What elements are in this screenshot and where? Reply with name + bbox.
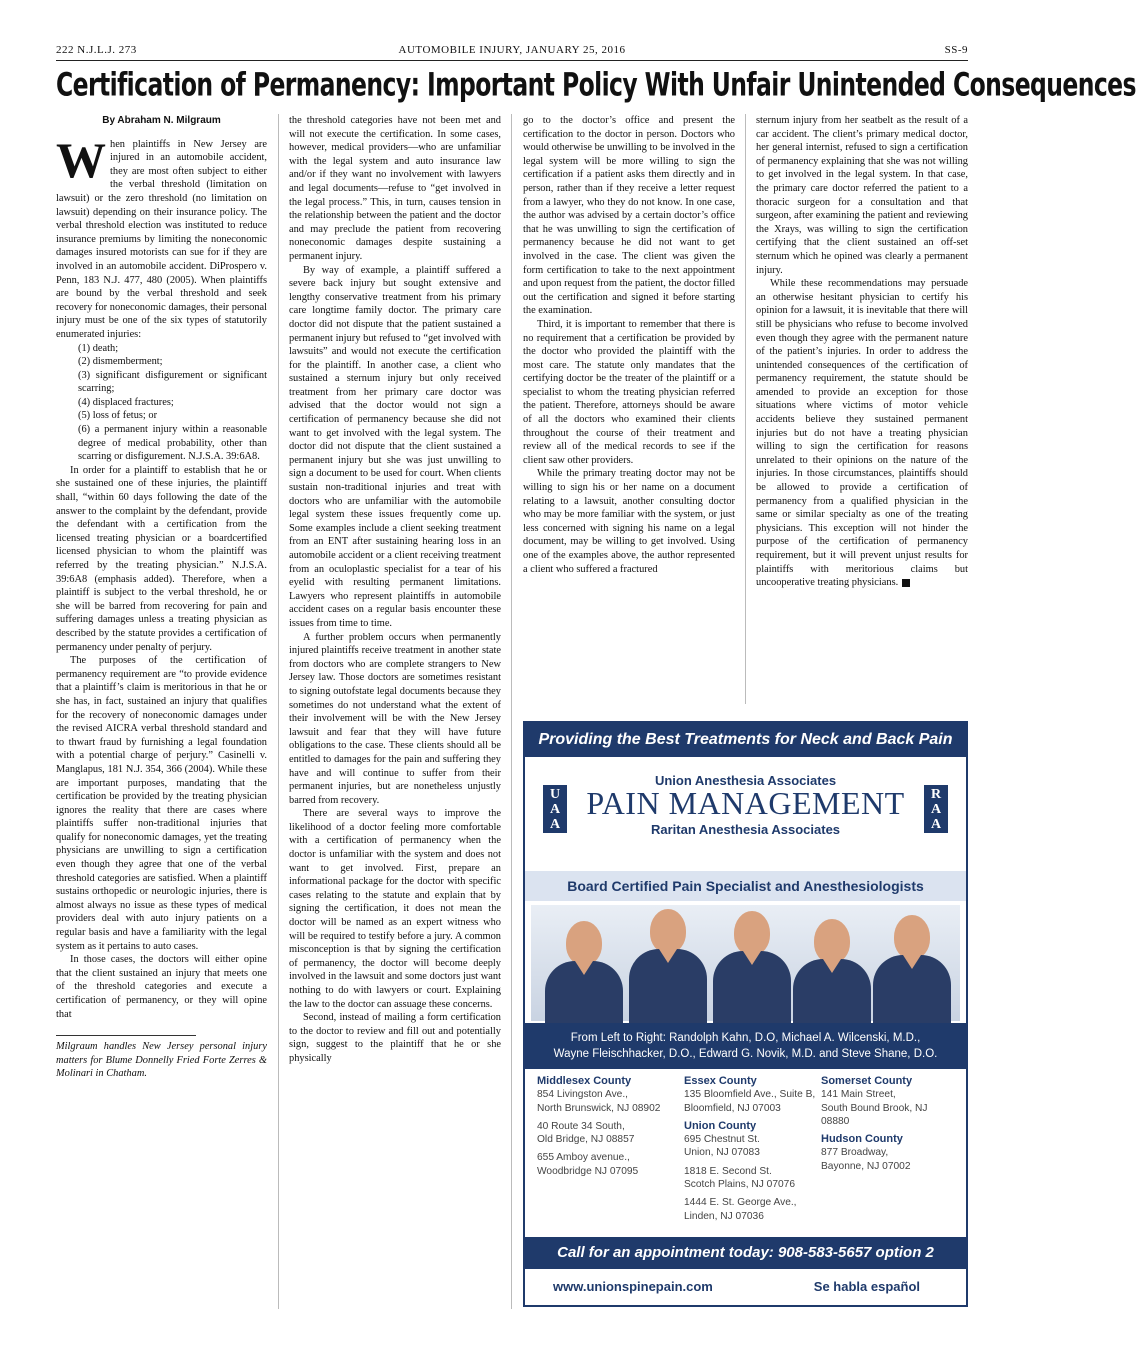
list-item: (5) loss of fetus; or (78, 410, 158, 422)
ad-tagline: Providing the Best Treatments for Neck and Back Pain (525, 723, 966, 757)
logo-bottom-text: Raritan Anesthesia Associates (650, 822, 841, 837)
address: 1444 E. St. George Ave., Linden, NJ 07036 (684, 1197, 797, 1222)
list-item: (1) death; (78, 342, 119, 354)
county-name: Union County (684, 1119, 757, 1132)
address: 695 Chestnut St. Union, NJ 07083 (684, 1134, 760, 1159)
article-headline: Certification of Permanency: Important Policy With Unfair Unintended Consequences (56, 66, 1136, 104)
list-item: (3) significant disfigurement or significant scarring; (78, 369, 267, 395)
county-name: Somerset County (821, 1075, 913, 1087)
county-name: Essex County (684, 1075, 757, 1087)
logo-top-text: Union Anesthesia Associates (654, 773, 837, 788)
section-title: AUTOMOBILE INJURY, JANUARY 25, 2016 (398, 44, 626, 56)
page-header (56, 44, 968, 58)
advertisement (523, 721, 968, 1307)
address: 40 Route 34 South, Old Bridge, NJ 08857 (537, 1120, 635, 1146)
address: 1818 E. Second St. Scotch Plains, NJ 07076 (684, 1165, 795, 1191)
monogram-right (924, 785, 948, 833)
doctors-photo (531, 905, 960, 1021)
paragraph: In those cases, the doctors will either opine that the client sustained an injury that meets one of the threshold categories and execute a certification of permanency, or they will opine that (56, 954, 267, 1020)
bio-rule (56, 1035, 196, 1036)
list-item: (4) displaced fractures; (78, 396, 174, 408)
logo-main-text: PAIN MANAGEMENT (586, 785, 905, 821)
address: 141 Main Street, South Bound Brook, NJ 08880 (821, 1089, 928, 1127)
caption-line: From Left to Right: Randolph Kahn, D.O, Michael A. Wilcenski, M.D., (570, 1032, 921, 1044)
doctor-figure (713, 911, 791, 1021)
address: 854 Livingston Ave., North Brunswick, NJ 08902 (537, 1089, 661, 1114)
paragraph: the threshold categories have not been met and will not execute the certification. In some cases, however, medical providers—who are unfamiliar with the legal system and auto insurance law and/or if they want no involvement with lawyers and legal documents—refuse to “get involved in the legal process.” This, in turn, causes tension in the relationship between the patient and the doctor and may preclude the patient from recovering noneconomic damages despite sustaining a permanent injury. (289, 115, 501, 262)
paragraph: Second, instead of mailing a form certification to the doctor to review and fill out and potentially sign, suggest to the plaintiff that he or she physically (289, 1012, 501, 1064)
county-name: Hudson County (821, 1133, 903, 1146)
page-number: SS-9 (944, 44, 968, 56)
column-divider (745, 114, 746, 704)
location-column (537, 1075, 660, 1183)
location-column (821, 1075, 958, 1178)
paragraph: A further problem occurs when permanently injured plaintiffs receive treatment in another state from doctors who are complete strangers to New Jersey law. Those doctors are sometimes resistant to signing outofstate legal documents because they sometimes do not understand what the extent of their involvement will be with the New Jersey lawsuit and fear that they will have future obligations to the case. These clients should all be entitled to damages for the pain and suffering they have and will continue to suffer from their permanent injuries, but are nonetheless unjustly barred from recovery. (289, 631, 501, 806)
paragraph: There are several ways to improve the likelihood of a doctor feeling more comfortable with a certification of permanency when the doctor is unfamiliar with the system and does not want to get involved. First, prepare an informational package for the doctor with specific cases relating to the statute and explain that by signing the certification, it does not mean the doctor will be named as an expert witness who will be required to testify before a jury. A common misconception is that by signing the certification of permanency, the doctor will become deeply involved in the lawsuit and some doctors just want nothing to do with lawyers or court. Explaining the law to the doctor can assuage these concerns. (289, 808, 501, 1010)
monogram-letter: A (549, 817, 561, 832)
paragraph (756, 277, 968, 590)
monogram-letter: A (930, 802, 942, 817)
column-4 (756, 114, 968, 714)
website-link[interactable]: www.unionspinepain.com (553, 1279, 713, 1294)
paragraph: go to the doctor’s office and present the certification to the doctor in person. Doctors who would otherwise be unwilling to be involved in the legal system will be more willing to sign the certification if a patient asks them directly and in person, rather than if they receive a letter request from a lawyer, who they do not know. In one case, the author was advised by a certain doctor’s office that he was unwilling to sign the certification of permanency because he did not want to get involved in the case. The client was given the form certification to take to the next appointment and upon request from the patient, the doctor filled out the certification and signed it before starting the examination. (523, 115, 735, 317)
paragraph-text: While these recommendations may persuade an otherwise hesitant physician to certify his opinion for a lawsuit, it is inevitable that there will still be physicians who refuse to become involved even though they agree with the permanent nature of the patient’s injuries. In order to address the unintended consequences of the certification of permanency requirement, the statute should be amended to provide an exception for those situations where victims of motor vehicle accidents believe they sustained permanent injuries but do not have a treating physician willing to sign the certification for reasons unrelated to their opinions on the nature of the injuries. In those circumstances, plaintiffs should be allowed to provide a certification of permanency from a qualified physician in the same or similar specialty as one of the treating physicians. This exception will not hinder the purpose of the certification of permanency requirement, but it will prevent unjust results for plaintiffs with meritorious claims but uncooperative treating physicians. (756, 278, 968, 589)
paragraph: In order for a plaintiff to establish that he or she sustained one of these injuries, the plaintiff shall, “within 60 days following the date of the answer to the complaint by the defendant, provide the defendant with a certification from the licensed treating physician or a boardcertified licensed physician to whom the plaintiff was referred by the treating physician.” N.J.S.A. 39:6A8 (emphasis added). Therefore, when a plaintiff is subject to the verbal threshold, he or she will be barred from recovering for pain and suffering damages unless a treating physician as described by the statute provides a certification of permanency under penalty of perjury. (56, 464, 267, 653)
paragraph: The purposes of the certification of permanency requirement are “to provide evidence that a plaintiff’s claim is meritorious in that he or she has, in fact, sustained an injury that qualifies for the recovery of noneconomic damages under the revised AICRA verbal threshold standard and to thwart fraud by furnishing a legal foundation with a potential charge of perjury.” Casinelli v. Manglapus, 181 N.J. 354, 366 (2004). While these are important purposes, mandating that the certification be provided by the treating physician ignores the reality that there are cases where plaintiffs suffer non-traditional injuries that qualify for noneconomic damages, yet the treating physicians are unwilling to sign a certification even though they agree that one of the verbal threshold categories are satisfied. When a plaintiff sustains orthopedic or neurologic injuries, there is almost always no issue as these types of medical providers deal with auto injury patients on a regular basis and have a familiarity with the legal system as it pertains to auto cases. (56, 655, 267, 952)
paragraph: hen plaintiffs in New Jersey are injured in an automobile accident, they are most often subject to either the verbal threshold (limitation on lawsuit) or the zero threshold (no limitation on lawsuit) depending on their insurance policy. The verbal threshold election was instituted to reduce insurance premiums by limiting the noneconomic damages insured motorists can sue for if they are involved in an automobile accident. DiProspero v. Penn, 183 N.J. 477, 480 (2005). When plaintiffs are bound by the verbal threshold and seek recovery for noneconomic damages, their personal injury must be one of the six types of statutorily enumerated injuries: (56, 138, 267, 340)
end-mark-icon (902, 579, 910, 587)
spanish-note: Se habla español (813, 1279, 920, 1294)
call-to-action: Call for an appointment today: 908-583-5657 option 2 (525, 1237, 966, 1269)
column-3 (523, 114, 735, 704)
column-divider (278, 114, 279, 1309)
paragraph: While the primary treating doctor may not be willing to sign his or her name on a document relating to a lawsuit, another consulting doctor who may be more familiar with the system, or just less concerned with signing his name on a legal document, may be willing to get involved. Using one of the examples above, the author represented a client who suffered a fractured (523, 468, 735, 575)
header-rule (56, 60, 968, 61)
ad-subtitle: Board Certified Pain Specialist and Anesthesiologists (525, 871, 966, 901)
column-2 (289, 114, 501, 1314)
caption-line: Wayne Fleischhacker, D.O., Edward G. Novik, M.D. and Steve Shane, D.O. (553, 1048, 938, 1060)
doctor-figure (873, 915, 951, 1021)
location-column (684, 1075, 815, 1228)
list-item: (6) a permanent injury within a reasonable degree of medical probability, other than scarring or disfigurement. N.J.S.A. 39:6A8. (78, 424, 267, 463)
paragraph: sternum injury from her seatbelt as the result of a car accident. The client’s primary medical doctor, her general internist, refused to sign a certification of permanency explaining that she was not willing to get involved in the legal system. In that case, the primary care doctor referred the patient to a thoracic surgeon for a consultation and that surgeon, after examining the patient and reviewing the Xrays, was willing to sign the certification certifying that the client sustained an off-set sternum which he opined was clearly a permanent injury. (756, 115, 968, 276)
address: 877 Broadway, Bayonne, NJ 07002 (821, 1147, 911, 1172)
list-item: (2) dismemberment; (78, 356, 163, 368)
author-bio: Milgraum handles New Jersey personal injury matters for Blume Donnelly Fried Forte Zerres & Molinari in Chatham. (56, 1041, 267, 1080)
address: 135 Bloomfield Ave., Suite B, Bloomfield, NJ 07003 (684, 1089, 816, 1114)
monogram-letter: A (549, 802, 561, 817)
doctor-figure (629, 909, 707, 1021)
column-1 (56, 114, 267, 1314)
address: 655 Amboy avenue., Woodbridge NJ 07095 (537, 1152, 639, 1177)
photo-caption (525, 1023, 966, 1069)
monogram-letter: R (930, 787, 942, 802)
paragraph: Third, it is important to remember that there is no requirement that a certification be provided by the doctor who provided the plaintiff with the most care. The statute only mandates that the certifying doctor be the treater of the plaintiff or a specialist to whom the treating physician referred the patient. Therefore, attorneys should be aware of all the doctors who examined their clients throughout the course of their treatment and review all of the medical records to see if the client saw other providers. (523, 318, 735, 466)
monogram-letter: A (930, 817, 942, 832)
monogram-letter: U (549, 787, 561, 802)
citation: 222 N.J.L.J. 273 (56, 44, 137, 56)
paragraph: By way of example, a plaintiff suffered a severe back injury but sought extensive and lengthy conservative treatment from his primary care longtime family doctor. The primary care doctor did not dispute that the patient sustained a permanent injury but refused to “get involved with lawsuits” and would not execute the certification for the plaintiff. In another case, a client who sustained a sternum injury but only received treatment from her primary care doctor was advised that the doctor would not sign a certification of permanency because she did not want to get involved with the legal system. The doctor did not dispute that the client sustained a permanent injury but she was just unwilling to sign a document to be used for court. When clients sustain non-traditional injuries and treat with doctors who are unfamiliar with the automobile legal system these issues frequently come up. Some examples include a client seeking treatment from an ENT after sustaining hearing loss in an automobile accident or a client receiving treatment from an oculoplastic specialist for a tear of his eyelid with resulting permanent limitations. Lawyers who represent plaintiffs in automobile accident cases on a regular basis encounter these issues from time to time. (289, 264, 501, 629)
byline: By Abraham N. Milgraum (102, 115, 221, 126)
drop-cap: W (56, 131, 106, 188)
county-name: Middlesex County (537, 1075, 632, 1087)
doctor-figure (545, 921, 623, 1021)
locations (537, 1075, 958, 1235)
column-divider (511, 114, 512, 1309)
doctor-figure (793, 919, 871, 1021)
